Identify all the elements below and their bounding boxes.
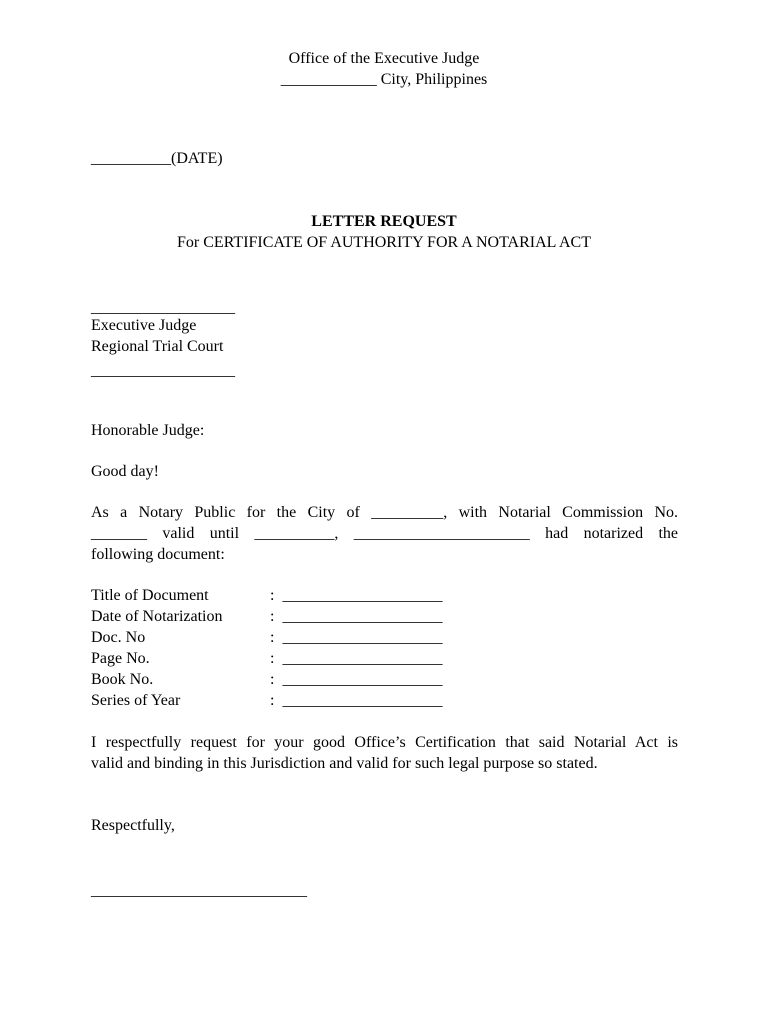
field-label-page-no: Page No. — [91, 650, 150, 667]
request-line-1: I respectfully request for your good Office’s Certification that said Notarial Act is — [91, 734, 678, 751]
date-line: __________(DATE) — [91, 150, 223, 167]
field-value-book-no: : ____________________ — [270, 671, 443, 688]
letter-title: LETTER REQUEST — [311, 213, 457, 230]
request-line-2: valid and binding in this Jurisdiction and valid for such legal purpose so stated. — [91, 755, 598, 772]
field-label-series: Series of Year — [91, 692, 181, 709]
field-label-date: Date of Notarization — [91, 608, 223, 625]
salutation: Honorable Judge: — [91, 422, 205, 439]
field-label-title: Title of Document — [91, 587, 209, 604]
field-value-date: : ____________________ — [270, 608, 443, 625]
addressee-address-blank: __________________ — [91, 362, 235, 379]
request-paragraph — [91, 732, 678, 774]
field-label-book-no: Book No. — [91, 671, 154, 688]
body-paragraph — [91, 502, 678, 565]
greeting: Good day! — [91, 463, 159, 480]
body-line-1: As a Notary Public for the City of _________, with Notarial Commission No. — [91, 504, 678, 521]
office-heading: Office of the Executive Judge — [288, 50, 480, 67]
body-line-2: _______ valid until __________, ______________________ had notarized the — [91, 525, 678, 542]
city-line: ____________ City, Philippines — [280, 71, 488, 88]
field-value-page-no: : ____________________ — [270, 650, 443, 667]
letter-subtitle: For CERTIFICATE OF AUTHORITY FOR A NOTARIAL ACT — [177, 234, 591, 251]
signature-line: ___________________________ — [91, 882, 307, 899]
field-value-series: : ____________________ — [270, 692, 443, 709]
addressee-position: Executive Judge — [91, 317, 197, 334]
addressee-name-blank: __________________ — [91, 299, 235, 316]
body-line-3: following document: — [91, 546, 225, 563]
field-value-doc-no: : ____________________ — [270, 629, 443, 646]
field-label-doc-no: Doc. No — [91, 629, 146, 646]
addressee-court: Regional Trial Court — [91, 338, 224, 355]
closing: Respectfully, — [91, 817, 175, 834]
field-value-title: : ____________________ — [270, 587, 443, 604]
